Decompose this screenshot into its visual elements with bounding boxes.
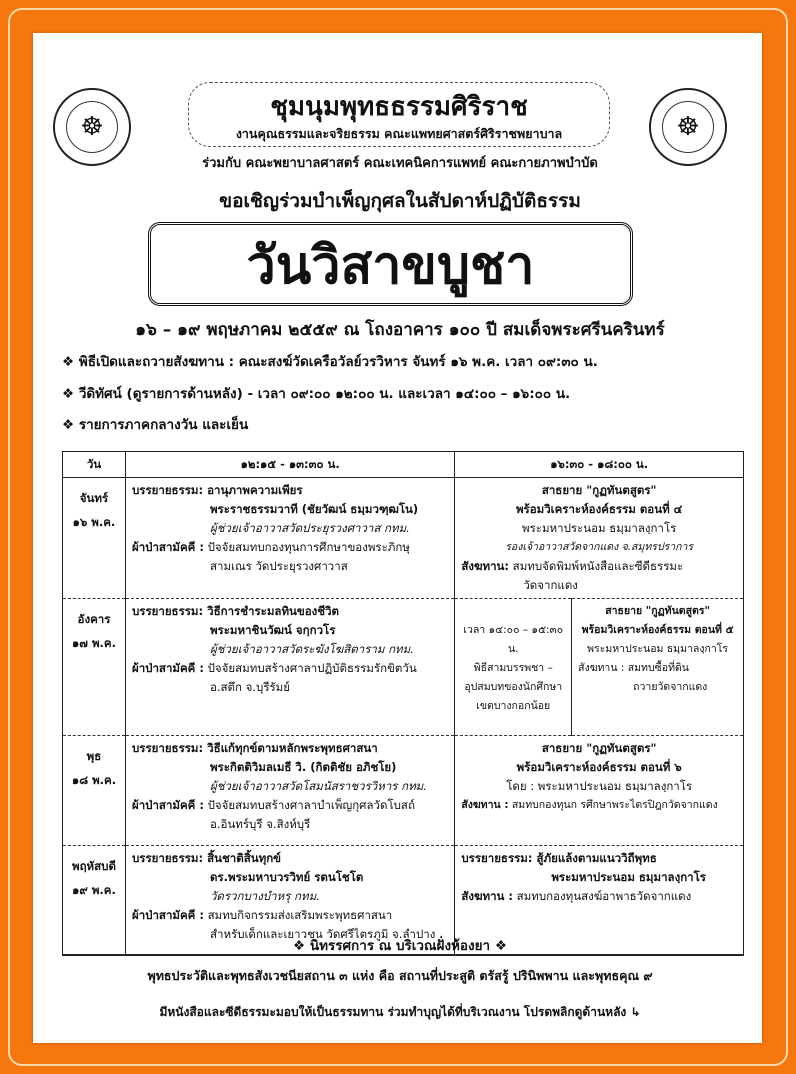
table-row <box>63 736 744 846</box>
day: พุธ <box>86 749 102 763</box>
chant: สาธยาย "กูฏทันตสูตร" <box>605 605 710 617</box>
donation: อ.สตึก จ.บุรีรัมย์ <box>209 680 291 694</box>
diamond-icon: ❖ <box>494 938 507 954</box>
label: ผ้าป่าสามัคคี : <box>131 540 204 554</box>
role: ผู้ช่วยเจ้าอาวาสวัดโสมนัสราชวรวิหาร กทม. <box>209 779 427 793</box>
ceremony: อุปสมบทของนักศึกษา <box>464 681 563 693</box>
header-evening: ๑๖:๓๐ - ๑๘:๐๐ น. <box>455 452 744 478</box>
ceremony: พิธีสามบรรพชา – <box>473 662 553 674</box>
date: ๑๗ พ.ค. <box>72 636 116 650</box>
club-logo <box>649 88 727 166</box>
evening-cell <box>455 736 744 846</box>
bullet-text: รายการภาคกลางวัน และเย็น <box>78 417 249 433</box>
role: ผู้ช่วยเจ้าอาวาสวัดประยุรวงศาวาส กทม. <box>209 521 410 535</box>
date: ๑๖ พ.ค. <box>72 515 116 529</box>
speaker: ดร.พระมหาบวรวิทย์ รตนโชโต <box>209 870 364 884</box>
exhibition-heading <box>60 934 740 956</box>
club-title: ชุมนุมพุทธธรรมศิริราช <box>270 92 528 122</box>
header-midday: ๑๒:๑๕ - ๑๓:๓๐ น. <box>125 452 454 478</box>
table-row <box>63 478 744 599</box>
bullet-text: พิธีเปิดและถวายสังฆทาน : คณะสงฆ์วัดเครือวัลย์วรวิหาร จันทร์ ๑๖ พ.ค. เวลา ๐๙:๓๐ น. <box>78 354 598 370</box>
donation: สมทบจัดพิมพ์หนังสือและซีดีธรรมะ <box>512 559 684 573</box>
label: บรรยายธรรม: <box>131 851 204 865</box>
ceremony: เขตบางกอกน้อย <box>476 700 551 712</box>
label: บรรยายธรรม: <box>131 604 204 618</box>
turn-page-arrow-icon: ↳ <box>630 1005 641 1019</box>
speaker: พระมหาชินวัฒน์ จกฺกวโร <box>209 623 336 637</box>
evening-cell <box>455 478 744 599</box>
bullet-video: ❖ วีดิทัศน์ (ดูรายการด้านหลัง) - เวลา ๐๙:๐๐ ๑๒:๐๐ น. และเวลา ๑๔:๐๐ – ๑๖:๐๐ น. <box>62 386 571 402</box>
faculty-logo <box>53 88 131 166</box>
speaker: พระราชธรรมวาที (ชัยวัฒน์ ธมฺมวฑฺฒโน) <box>209 502 419 516</box>
analysis: พร้อมวิเคราะห์องค์ธรรม ตอนที่ ๖ <box>516 760 682 774</box>
table-row <box>63 599 744 736</box>
speaker: พระกิตติวิมลเมธี วิ. (กิตติชัย อภิชโย) <box>209 760 397 774</box>
day-cell <box>63 478 126 599</box>
bullet-opening: ❖ พิธีเปิดและถวายสังฆทาน : คณะสงฆ์วัดเครือวัลย์วรวิหาร จันทร์ ๑๖ พ.ค. เวลา ๐๙:๓๐ น. <box>62 354 598 370</box>
emblem-icon: ☸ <box>66 101 118 153</box>
day-cell <box>63 736 126 846</box>
donation: สมทบซื้อที่ดิน <box>627 662 689 674</box>
midday-cell <box>125 736 454 846</box>
analysis: พร้อมวิเคราะห์องค์ธรรม ตอนที่ ๕ <box>581 624 734 636</box>
label: ผ้าป่าสามัคคี : <box>131 798 204 812</box>
time: เวลา ๑๔:๐๐ – ๑๕:๓๐ น. <box>463 624 564 655</box>
label: สังฆทาน : <box>578 662 625 674</box>
speaker: พระมหาประนอม ธมฺมาลงฺกาโร <box>587 643 729 655</box>
role: รองเจ้าอาวาสวัดจากแดง จ.สมุทรปราการ <box>505 541 694 553</box>
topic: วิธีแก้ทุกข์ตามหลักพระพุทธศาสนา <box>207 741 378 755</box>
day: จันทร์ <box>79 491 109 505</box>
role: ผู้ช่วยเจ้าอาวาสวัดระฆังโฆสิตาราม กทม. <box>209 642 414 656</box>
exhibition-detail: พุทธประวัติและพุทธสังเวชนียสถาน ๓ แห่ง คือ สถานที่ประสูติ ตรัสรู้ ปรินิพพาน และพุทธคุณ ๙ <box>147 968 653 983</box>
bullet-program: ❖ รายการภาคกลางวัน และเย็น <box>62 417 249 433</box>
bullet-text: วีดิทัศน์ (ดูรายการด้านหลัง) - เวลา ๐๙:๐๐ ๑๒:๐๐ น. และเวลา ๑๔:๐๐ – ๑๖:๐๐ น. <box>78 386 571 402</box>
schedule-table <box>62 451 744 956</box>
donation: สมทบกองทุนสงฆ์อาพาธวัดจากแดง <box>516 889 692 903</box>
label: ผ้าป่าสามัคคี : <box>131 661 204 675</box>
club-subtitle: งานคุณธรรมและจริยธรรม คณะแพทยศาสตร์ศิริราชพยาบาล <box>235 126 563 141</box>
partners: ร่วมกับ คณะพยาบาลศาสตร์ คณะเทคนิคการแพทย์ คณะกายภาพบำบัด <box>202 156 598 171</box>
role: วัดรวกบางบำหรุ กทม. <box>209 889 320 903</box>
header-day: วัน <box>63 452 126 478</box>
topic: สิ้นชาติสิ้นทุกข์ <box>207 851 282 865</box>
donation: สมทบกองทุนก รศึกษาพระไตรปิฎกวัดจากแดง <box>511 799 718 811</box>
table-header <box>63 452 744 478</box>
analysis: พร้อมวิเคราะห์องค์ธรรม ตอนที่ ๔ <box>515 502 683 516</box>
speaker: พระมหาประนอม ธมฺมาลงฺกาโร <box>551 870 706 884</box>
donation: ถวายวัดจากแดง <box>633 681 708 693</box>
donation: สามเณร วัดประยุรวงศาวาส <box>209 559 348 573</box>
speaker: พระมหาประนอม ธมฺมาลงฺกาโร <box>522 521 677 535</box>
date-venue: ๑๖ – ๑๙ พฤษภาคม ๒๕๕๙ ณ โถงอาคาร ๑๐๐ ปี สมเด็จพระศรีนครินทร์ <box>135 320 665 340</box>
event-title: วันวิสาขบูชา <box>148 222 633 306</box>
day-cell <box>63 599 126 736</box>
label: บรรยายธรรม: <box>131 483 204 497</box>
afternoon-cell <box>455 599 572 736</box>
diamond-icon: ❖ <box>293 938 306 954</box>
label: สังฆทาน : <box>461 799 509 811</box>
invitation: ขอเชิญร่วมบำเพ็ญกุศลในสัปดาห์ปฏิบัติธรรม <box>219 190 581 212</box>
day: อังคาร <box>77 612 111 626</box>
date: ๑๘ พ.ค. <box>71 773 117 787</box>
topic: สู้ภัยแล้งตามแนววิถีพุทธ <box>536 851 657 865</box>
speaker: โดย : พระมหาประนอม ธมฺมาลงฺกาโร <box>506 779 693 793</box>
donation: ปัจจัยสมทบสร้างศาลาปฏิบัติธรรมรักขิตวัน <box>207 661 417 675</box>
topic: อานุภาพความเพียร <box>207 483 303 497</box>
donation: สำหรับเด็กและเยาวชน วัดศรีไตรภูมิ จ.ลำปาง <box>209 927 436 941</box>
footer-text: มีหนังสือและซีดีธรรมะมอบให้เป็นธรรมทาน ร่วมทำบุญได้ที่บริเวณงาน โปรดพลิกดูด้านหลัง <box>159 1005 627 1019</box>
chant: สาธยาย "กูฏทันตสูตร" <box>541 741 657 755</box>
label: ผ้าป่าสามัคคี : <box>131 908 204 922</box>
donation: ปัจจัยสมทบสร้างศาลาบำเพ็ญกุศลวัดโบสถ์ <box>207 798 415 812</box>
topic: วิธีการชำระมลทินของชีวิต <box>207 604 339 618</box>
date: ๑๙ พ.ค. <box>72 883 116 897</box>
chant: สาธยาย "กูฏทันตสูตร" <box>541 483 657 497</box>
donation: วัดจากแดง <box>523 578 578 592</box>
exhibition-text: นิทรรศการ ณ บริเวณฝั่งห้องยา <box>309 938 491 954</box>
label: สังฆทาน: <box>461 559 510 573</box>
label: สังฆทาน : <box>461 889 514 903</box>
donation: ปัจจัยสมทบกองทุนการศึกษาของพระภิกษุ <box>207 540 410 554</box>
label: บรรยายธรรม: <box>131 741 204 755</box>
midday-cell <box>125 478 454 599</box>
donation: อ.อินทร์บุรี จ.สิงห์บุรี <box>209 817 311 831</box>
day: พฤหัสบดี <box>72 859 116 873</box>
donation: สมทบกิจกรรมส่งเสริมพระพุทธศาสนา <box>207 908 393 922</box>
evening-cell <box>572 599 744 736</box>
footer-note <box>50 1003 750 1022</box>
label: บรรยายธรรม: <box>461 851 533 865</box>
midday-cell <box>125 599 454 736</box>
dharma-wheel-icon: ☸ <box>662 101 714 153</box>
